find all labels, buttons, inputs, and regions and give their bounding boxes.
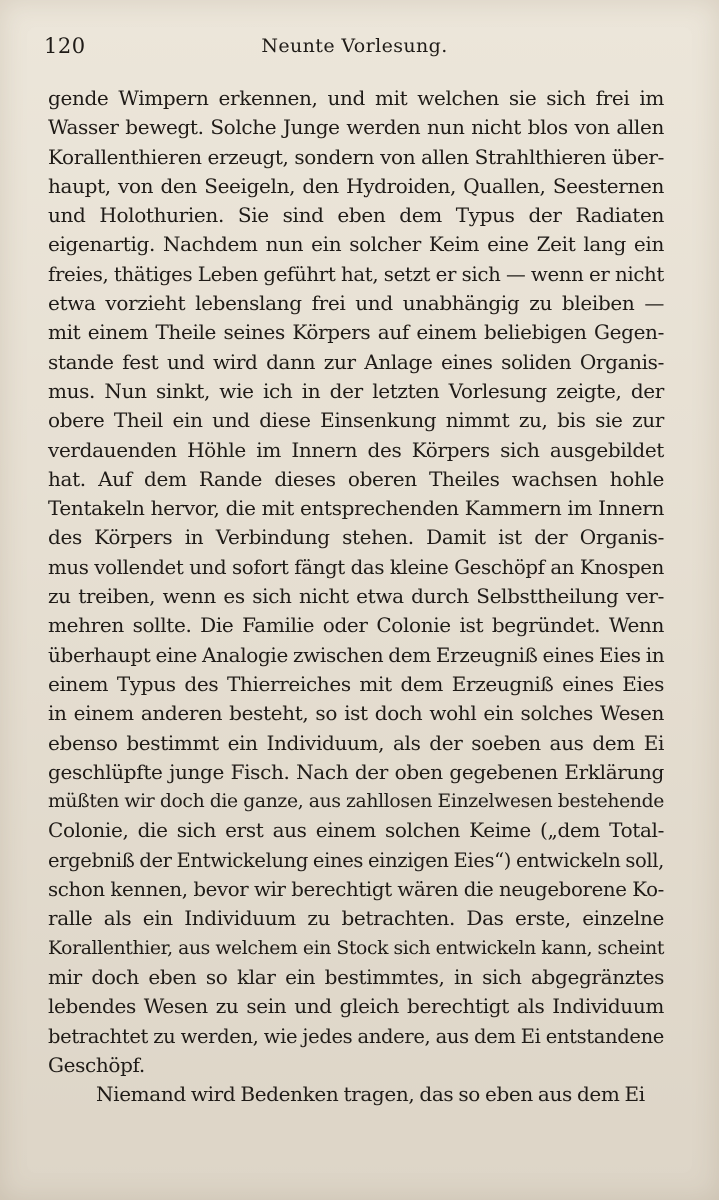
text-line: einem Typus des Thierreiches mit dem Erzeugniß eines Eies (48, 671, 664, 696)
text-line: überhaupt eine Analogie zwischen dem Erzeugniß eines Eies in (48, 642, 665, 667)
text-line: etwa vorzieht lebenslang frei und unabhängig zu bleiben — (48, 291, 664, 316)
text-line: zu treiben, wenn es sich nicht etwa durch Selbsttheilung ver- (48, 584, 664, 609)
text-line: lebendes Wesen zu sein und gleich berechtigt als Individuum (48, 994, 664, 1019)
text-line: des Körpers in Verbindung stehen. Damit ist der Organis- (48, 525, 664, 550)
text-line: eigenartig. Nachdem nun ein solcher Keim eine Zeit lang ein (48, 232, 664, 257)
text-line: freies, thätiges Leben geführt hat, setzt er sich — wenn er nicht (48, 262, 664, 286)
text-line: haupt, von den Seeigeln, den Hydroiden, Quallen, Seesternen (48, 173, 664, 198)
text-line: geschlüpfte junge Fisch. Nach der oben gegebenen Erklärung (48, 759, 664, 784)
text-line: Wasser bewegt. Solche Junge werden nun nicht blos von allen (48, 115, 664, 140)
text-line: obere Theil ein und diese Einsenkung nimmt zu, bis sie zur (48, 408, 664, 433)
text-line: in einem anderen besteht, so ist doch wohl ein solches Wesen (48, 701, 664, 726)
text-line: betrachtet zu werden, wie jedes andere, aus dem Ei entstandene (48, 1024, 664, 1048)
text-line: ralle als ein Individuum zu betrachten. Das erste, einzelne (48, 906, 664, 931)
text-line: mir doch eben so klar ein bestimmtes, in sich abgegränztes (48, 964, 664, 989)
chapter-title: Neunte Vorlesung. (261, 35, 448, 57)
text-line: verdauenden Höhle im Innern des Körpers sich ausgebildet (48, 437, 664, 462)
text-line: mit einem Theile seines Körpers auf einem beliebigen Gegen- (48, 320, 664, 345)
paragraph-end-line: Geschöpf. (48, 1052, 145, 1077)
text-line: Tentakeln hervor, die mit entsprechenden Kammern im Innern (48, 496, 664, 521)
text-line: müßten wir doch die ganze, aus zahllosen Einzelwesen bestehende (48, 791, 664, 813)
page-number: 120 (44, 34, 86, 58)
text-line: Colonie, die sich erst aus einem solchen Keime („dem Total- (48, 818, 664, 843)
text-line: und Holothurien. Sie sind eben dem Typus der Radiaten (48, 203, 664, 228)
text-line: mehren sollte. Die Familie oder Colonie ist begründet. Wenn (48, 613, 664, 638)
text-line: Korallenthieren erzeugt, sondern von allen Strahlthieren über- (48, 144, 664, 169)
body-text (48, 84, 664, 1109)
text-line: Korallenthier, aus welchem ein Stock sich entwickeln kann, scheint (48, 937, 664, 959)
text-line: mus. Nun sinkt, wie ich in der letzten Vorlesung zeigte, der (48, 378, 664, 403)
text-line: schon kennen, bevor wir berechtigt wären die neugeborene Ko- (48, 878, 664, 902)
text-line: mus vollendet und sofort fängt das kleine Geschöpf an Knospen (48, 555, 664, 579)
text-line: ebenso bestimmt ein Individuum, als der soeben aus dem Ei (48, 730, 664, 755)
text-line: hat. Auf dem Rande dieses oberen Theiles wachsen hohle (48, 466, 664, 491)
running-head (44, 28, 665, 64)
text-line: ergebniß der Entwickelung eines einzigen Eies“) entwickeln soll, (48, 848, 664, 872)
text-line: stande fest und wird dann zur Anlage eines soliden Organis- (48, 349, 664, 374)
text-line: gende Wimpern erkennen, und mit welchen sie sich frei im (48, 86, 664, 110)
paragraph-start-line: Niemand wird Bedenken tragen, das so eben aus dem Ei (96, 1082, 645, 1107)
